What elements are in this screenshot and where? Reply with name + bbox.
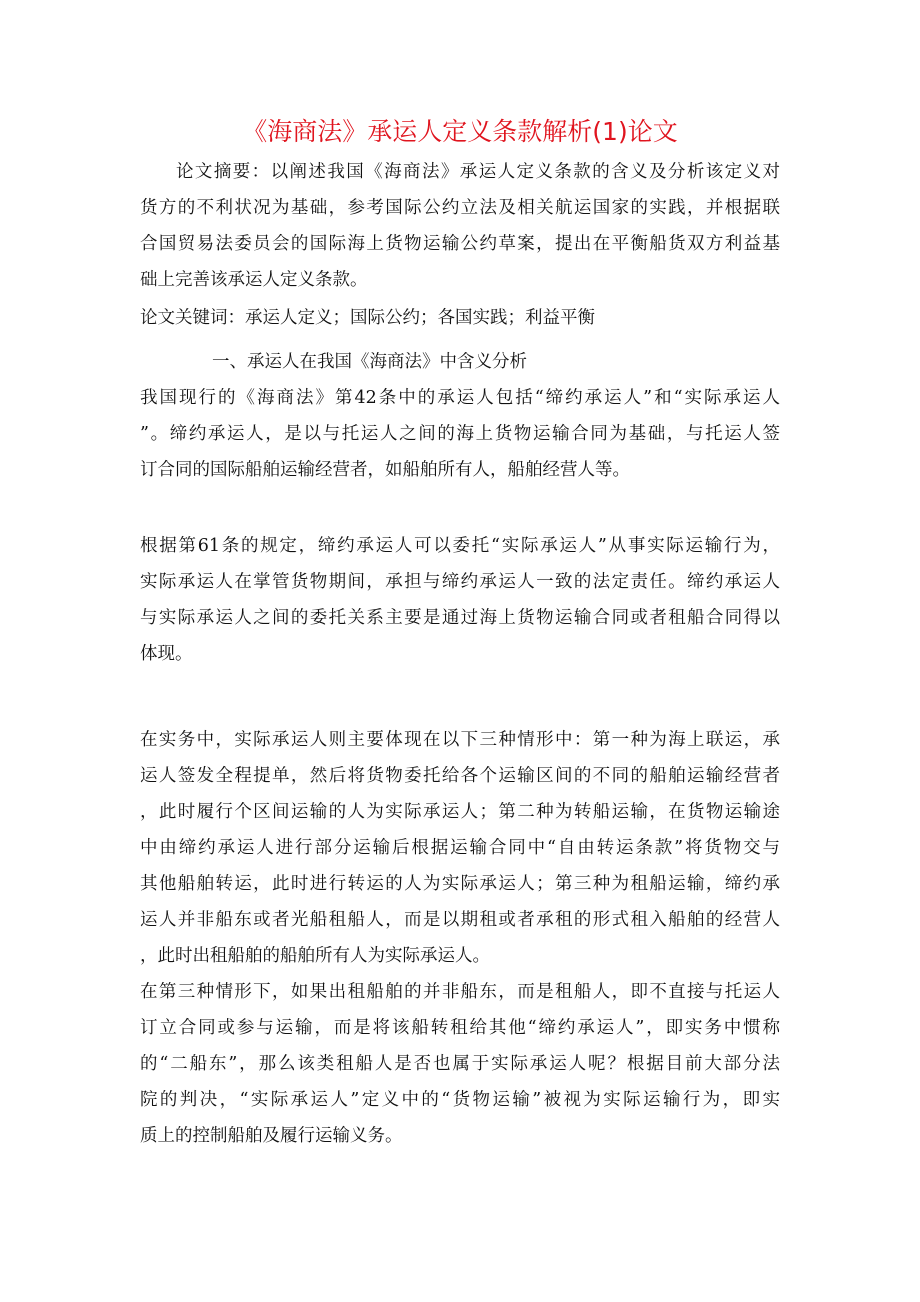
text-line: 论文关键词：承运人定义；国际公约；各国实践；利益平衡 <box>140 308 595 328</box>
body-paragraph-2 <box>140 528 780 672</box>
text-line: 的“二船东”，那么该类租船人是否也属于实际承运人呢？根据目前大部分法 <box>140 1054 780 1074</box>
text-line: 货方的不利状况为基础，参考国际公约立法及相关航运国家的实践，并根据联 <box>140 198 780 218</box>
text-line: 质上的控制船舶及履行运输义务。 <box>140 1126 403 1146</box>
text-line: 根据第61条的规定，缔约承运人可以委托“实际承运人”从事实际运输行为， <box>140 536 780 556</box>
text-line: 体现。 <box>140 644 193 664</box>
document-title: 《海商法》承运人定义条款解析(1)论文 <box>242 117 678 146</box>
text-line: 订合同的国际船舶运输经营者，如船舶所有人，船舶经营人等。 <box>140 460 630 480</box>
text-line: 实际承运人在掌管货物期间，承担与缔约承运人一致的法定责任。缔约承运人 <box>140 572 780 592</box>
text-line: 我国现行的《海商法》第42条中的承运人包括“缔约承运人”和“实际承运人 <box>140 388 780 408</box>
text-line: ，此时履行个区间运输的人为实际承运人；第二种为转船运输，在货物运输途 <box>140 802 780 822</box>
text-line: 在第三种情形下，如果出租船舶的并非船东，而是租船人，即不直接与托运人 <box>140 982 780 1002</box>
text-line: 运人签发全程提单，然后将货物委托给各个运输区间的不同的船舶运输经营者 <box>140 766 780 786</box>
text-line: 在实务中，实际承运人则主要体现在以下三种情形中：第一种为海上联运，承 <box>140 730 780 750</box>
body-paragraph-1 <box>140 380 780 488</box>
text-line: 其他船舶转运，此时进行转运的人为实际承运人；第三种为租船运输，缔约承 <box>140 874 780 894</box>
text-line: 一、承运人在我国《海商法》中含义分析 <box>212 352 527 372</box>
keywords-paragraph <box>140 300 780 336</box>
text-line: ，此时出租船舶的船舶所有人为实际承运人。 <box>140 946 490 966</box>
text-line: 院的判决，“实际承运人”定义中的“货物运输”被视为实际运输行为，即实 <box>140 1090 780 1110</box>
text-line: 中由缔约承运人进行部分运输后根据运输合同中“自由转运条款”将货物交与 <box>140 838 780 858</box>
text-line: 论文摘要：以阐述我国《海商法》承运人定义条款的含义及分析该定义对 <box>176 162 780 182</box>
body-paragraph-4 <box>140 974 780 1154</box>
text-line: ”。缔约承运人，是以与托运人之间的海上货物运输合同为基础，与托运人签 <box>140 424 780 444</box>
abstract-paragraph <box>140 154 780 298</box>
body-paragraph-3 <box>140 722 780 974</box>
text-line: 合国贸易法委员会的国际海上货物运输公约草案，提出在平衡船货双方利益基 <box>140 234 780 254</box>
text-line: 与实际承运人之间的委托关系主要是通过海上货物运输合同或者租船合同得以 <box>140 608 780 628</box>
text-line: 订立合同或参与运输，而是将该船转租给其他“缔约承运人”，即实务中惯称 <box>140 1018 780 1038</box>
section-heading <box>212 344 852 380</box>
text-line: 运人并非船东或者光船租船人，而是以期租或者承租的形式租入船舶的经营人 <box>140 910 780 930</box>
text-line: 础上完善该承运人定义条款。 <box>140 270 368 290</box>
